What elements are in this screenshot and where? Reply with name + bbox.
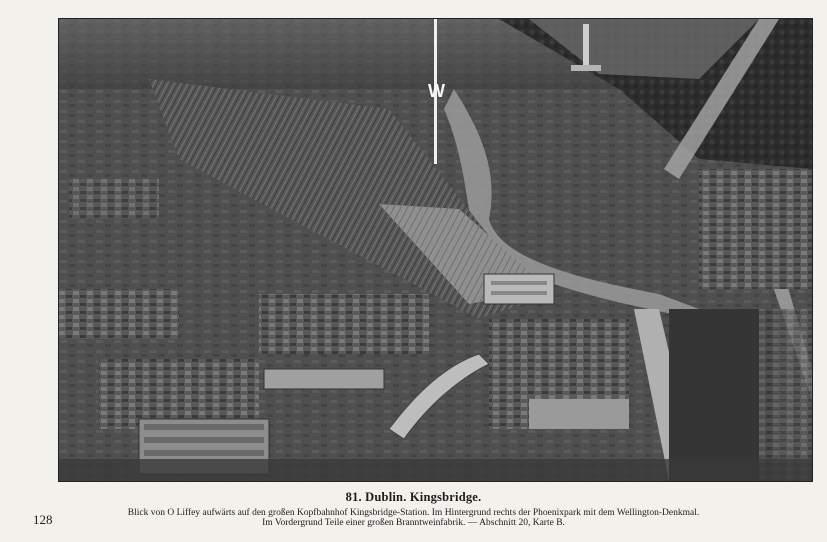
caption-line-2: Im Vordergrund Teile einer großen Branntweinfabrik. — Abschnitt 20, Karte B. (262, 518, 565, 528)
wellington-monument (583, 24, 589, 69)
aerial-photograph (58, 18, 813, 482)
building-block (69, 179, 159, 219)
figure-title: 81. Dublin. Kingsbridge. (345, 490, 482, 504)
caption-line-1: Blick von O Liffey aufwärts auf den großen Kopfbahnhof Kingsbridge-Station. Im Hintergrund rechts der Phoenixpark mit dem Wellington-Denkmal. (127, 508, 700, 518)
station-building (484, 274, 554, 304)
photo-marker-w: W (428, 81, 445, 101)
page-number: 128 (33, 512, 53, 527)
